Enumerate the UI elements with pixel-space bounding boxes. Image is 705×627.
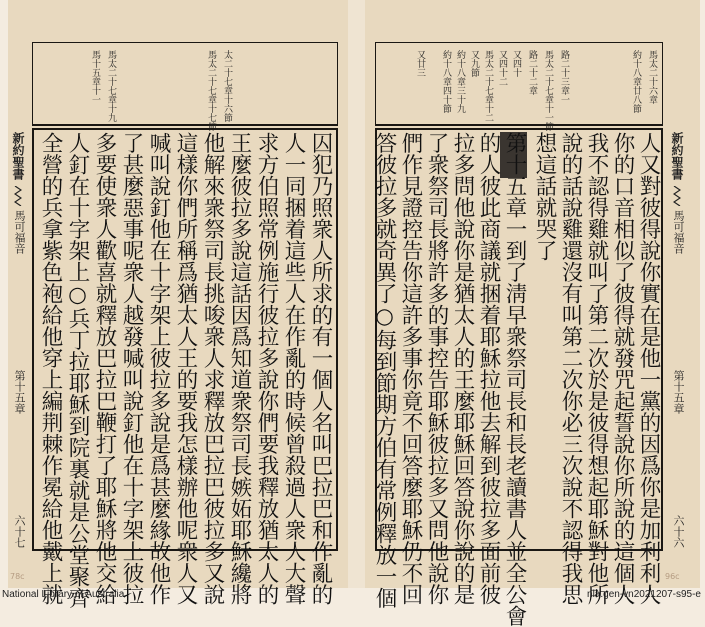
right-note-3: 路二十三章一 xyxy=(559,50,569,104)
left-col-11: 全營的兵拿紫色袍給他穿上編荆棘作冕給他戴上就 xyxy=(38,132,63,605)
left-note-4: 馬十五章十一 xyxy=(90,50,100,104)
left-col-5: 他解來衆祭司長挑唆衆人求釋放巴拉巴彼拉多又說 xyxy=(200,132,225,605)
left-page-number: 六十七 xyxy=(13,515,26,548)
left-header-book: 馬可福音 xyxy=(13,210,26,254)
right-page-number: 六十六 xyxy=(672,515,685,548)
left-col-9: 多要使衆人歡喜就釋放巴拉巴鞭打了耶穌將他交給 xyxy=(92,132,117,605)
left-note-3: 馬太二十七章十九 xyxy=(106,50,116,122)
right-col-6: 第十五章一到了淸早衆祭司長和長老讀書人並全公會 xyxy=(502,132,527,627)
right-col-11: 答彼拉多就奇異了○每到節期方伯有常例釋放一個 xyxy=(372,132,397,609)
right-note-12: 又廿三 xyxy=(415,50,425,77)
left-header-title: 新約聖書 xyxy=(11,132,25,180)
right-col-10: 們作見證控告你這許多事你竟不回答麼耶穌仍不回 xyxy=(398,132,423,605)
credit-right: nla.gen-vn2021207-s95-e xyxy=(587,589,701,600)
right-note-1: 馬太二十六章 xyxy=(647,50,657,104)
right-col-8: 拉多問他說你是猶太人的王麼耶穌回答說你說的是 xyxy=(450,132,475,605)
left-notes xyxy=(32,50,338,131)
right-note-5: 路二十二章 xyxy=(527,50,537,95)
right-folio-mark: 96c xyxy=(665,572,680,581)
right-note-11: 約十八章四十節 xyxy=(441,50,451,113)
left-chapter: 第十五章 xyxy=(13,370,26,414)
right-note-9: 又九節 xyxy=(469,50,479,77)
right-note-2: 約十八章廿八節 xyxy=(631,50,641,113)
right-ornament-icon xyxy=(673,186,681,206)
left-col-3: 求方伯照常例施行彼拉多說你們要我釋放猶太人的 xyxy=(254,132,279,605)
right-col-1: 人又對彼得說你實在是他一黨的因爲你是加利利人 xyxy=(636,132,661,605)
left-ornament-icon xyxy=(14,186,22,206)
right-col-7: 的人彼此商議就捆着耶穌拉他去解到彼拉多面前彼 xyxy=(476,132,501,605)
left-note-1: 太二十七章十六節 xyxy=(222,50,232,122)
right-col-2: 你的口音相似了彼得就發咒起誓說你所說的這個人 xyxy=(610,132,635,605)
right-col-4: 說的話說雞還沒有叫第二次你必三次說不認得我思 xyxy=(558,132,583,605)
page-gutter xyxy=(348,0,365,588)
right-note-7: 又四十二 xyxy=(497,50,507,86)
left-col-4: 王麼彼拉多說這話因爲知道衆祭司長嫉妬耶穌纔將 xyxy=(227,132,252,605)
credit-left: National Library of Australia xyxy=(2,589,125,600)
right-note-4: 馬太二十七章十一節 xyxy=(543,50,553,131)
left-col-2: 人一同捆着這些人在作亂的時候曾殺過人衆人大聲 xyxy=(281,132,306,605)
left-col-10: 人釘在十字架上○兵丁拉耶穌到院裏就是公堂聚齊 xyxy=(65,132,90,609)
right-col-3: 我不認得雞就叫了第二次於是彼得想起耶穌對他所 xyxy=(584,132,609,605)
right-note-6: 又四十 xyxy=(511,50,521,77)
left-col-7: 喊叫說釘他在十字架上彼拉多說是爲甚麼緣故他作 xyxy=(146,132,171,605)
left-note-2: 馬太二十七章十七節 xyxy=(206,50,216,131)
right-note-8: 馬太二十七章十二 xyxy=(483,50,493,122)
left-col-1: 囚犯乃照衆人所求的有一個人名叫巴拉巴和作亂的 xyxy=(308,132,333,605)
right-col-9: 了衆祭司長將許多的事控告耶穌彼拉多又問他說你 xyxy=(424,132,449,605)
right-header-book: 馬可福音 xyxy=(672,210,685,254)
right-chapter: 第十五章 xyxy=(672,370,685,414)
left-folio-mark: 78c xyxy=(10,572,25,581)
left-col-6: 這樣你們所稱爲猶太人王的要我怎樣辦他呢衆人又 xyxy=(173,132,198,605)
left-col-8: 了甚麼惡事呢衆人越發喊叫說釘他在十字架上彼拉 xyxy=(119,132,144,605)
right-note-10: 約十八章三十九 xyxy=(455,50,465,113)
right-notes xyxy=(375,50,663,131)
right-header-title: 新約聖書 xyxy=(670,132,684,180)
right-col-5: 想這話就哭了 xyxy=(532,132,557,261)
